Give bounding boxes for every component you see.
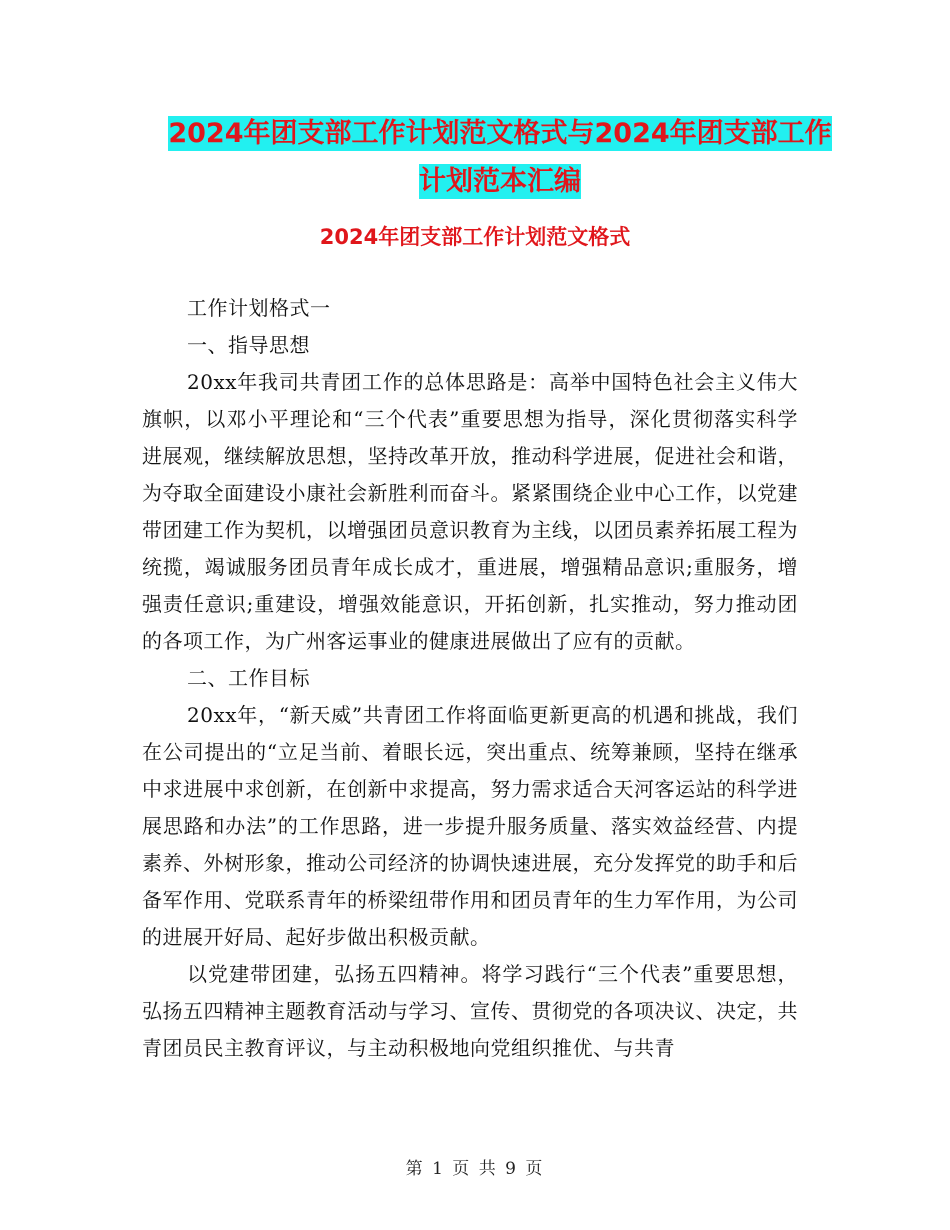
document-title-line-1: 2024年团支部工作计划范文格式与2024年团支部工作 [168,118,832,149]
paragraph-format-label: 工作计划格式一 [187,296,331,320]
paragraph-heading-guiding-thought: 一、指导思想 [187,333,310,357]
paragraph-heading-work-goals: 二、工作目标 [187,666,310,690]
document-title-line-2: 计划范本汇编 [419,166,581,197]
paragraph-party-building: 以党建带团建，弘扬五四精神。将学习践行“三个代表”重要思想，弘扬五四精神主题教育活动与学习、宣传、贯彻党的各项决议、决定，共青团员民主教育评议，与主动积极地向党组织推优、与共青 [142,962,798,1060]
document-body [142,290,798,1067]
paragraph-guiding-thought: 20xx年我司共青团工作的总体思路是：高举中国特色社会主义伟大旗帜，以邓小平理论和“三个代表”重要思想为指导，深化贯彻落实科学进展观，继续解放思想，坚持改革开放，推动科学进展，促进社会和谐，为夺取全面建设小康社会新胜利而奋斗。紧紧围绕企业中心工作，以党建带团建工作为契机，以增强团员意识教育为主线，以团员素养拓展工程为统揽，竭诚服务团员青年成长成才，重进展，增强精品意识;重服务，增强责任意识;重建设，增强效能意识，开拓创新，扎实推动，努力推动团的各项工作，为广州客运事业的健康进展做出了应有的贡献。 [142,370,798,653]
document-title [120,110,880,206]
paragraph-work-goals: 20xx年，“新天威”共青团工作将面临更新更高的机遇和挑战，我们在公司提出的“立足当前、着眼长远，突出重点、统筹兼顾，坚持在继承中求进展中求创新，在创新中求提高，努力需求适合天河客运站的科学进展思路和办法”的工作思路，进一步提升服务质量、落实效益经营、内提素养、外树形象，推动公司经济的协调快速进展，充分发挥党的助手和后备军作用、党联系青年的桥梁纽带作用和团员青年的生力军作用，为公司的进展开好局、起好步做出积极贡献。 [142,703,798,949]
section-heading: 2024年团支部工作计划范文格式 [319,225,631,249]
page-footer: 第 1 页 共 9 页 [405,1159,545,1179]
